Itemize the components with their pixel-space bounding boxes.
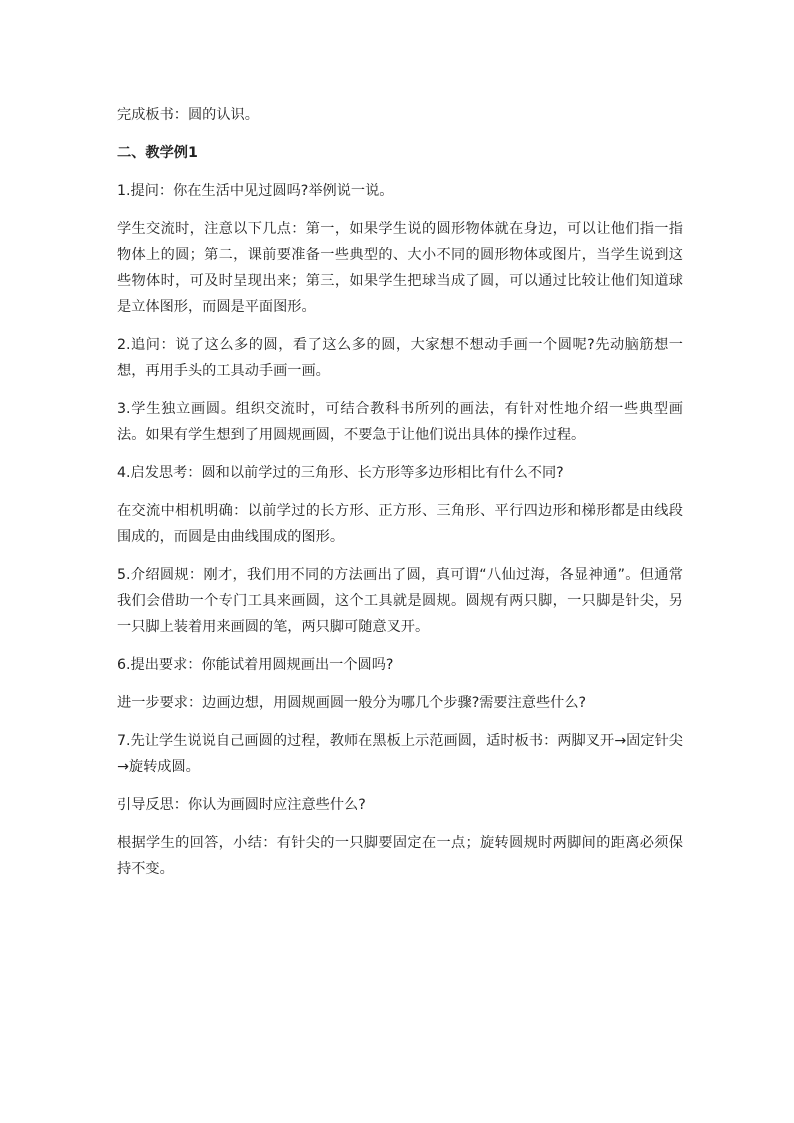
step-7-paragraph: 7.先让学生说说自己画圆的过程，教师在黑板上示范画圆，适时板书：两脚叉开→固定针尖→旋转成圆。 <box>117 733 683 775</box>
step-6-paragraph: 6.提出要求：你能试着用圆规画出一个圆吗? <box>117 657 394 673</box>
summary-paragraph: 根据学生的回答，小结：有针尖的一只脚要固定在一点；旋转圆规时两脚间的距离必须保持不变。 <box>117 835 683 877</box>
step-4-notes-paragraph: 在交流中相机明确：以前学过的长方形、正方形、三角形、平行四边形和梯形都是由线段围成的，而圆是由曲线围成的图形。 <box>117 503 683 545</box>
step-6-notes-paragraph: 进一步要求：边画边想，用圆规画圆一般分为哪几个步骤?需要注意些什么? <box>117 695 587 711</box>
step-3-paragraph: 3.学生独立画圆。组织交流时，可结合教科书所列的画法，有针对性地介绍一些典型画法。如果有学生想到了用圆规画圆，不要急于让他们说出具体的操作过程。 <box>117 401 683 443</box>
step-2-paragraph: 2.追问：说了这么多的圆，看了这么多的圆，大家想不想动手画一个圆呢?先动脑筋想一想，再用手头的工具动手画一画。 <box>117 337 683 379</box>
step-1-notes-paragraph: 学生交流时，注意以下几点：第一，如果学生说的圆形物体就在身边，可以让他们指一指物体上的圆；第二，课前要准备一些典型的、大小不同的圆形物体或图片，当学生说到这些物体时，可及时呈现出来；第三，如果学生把球当成了圆，可以通过比较让他们知道球是立体图形，而圆是平面图形。 <box>117 221 683 315</box>
step-4-paragraph: 4.启发思考：圆和以前学过的三角形、长方形等多边形相比有什么不同? <box>117 465 564 481</box>
reflection-paragraph: 引导反思：你认为画圆时应注意些什么? <box>117 797 366 813</box>
document-page <box>117 102 683 882</box>
board-note-paragraph: 完成板书：圆的认识。 <box>117 107 259 123</box>
step-1-paragraph: 1.提问：你在生活中见过圆吗?举例说一说。 <box>117 183 394 199</box>
step-5-paragraph: 5.介绍圆规：刚才，我们用不同的方法画出了圆，真可谓“八仙过海，各显神通”。但通常我们会借助一个专门工具来画圆，这个工具就是圆规。圆规有两只脚，一只脚是针尖，另一只脚上装着用来画圆的笔，两只脚可随意叉开。 <box>117 567 683 635</box>
section-heading: 二、教学例1 <box>117 145 198 161</box>
